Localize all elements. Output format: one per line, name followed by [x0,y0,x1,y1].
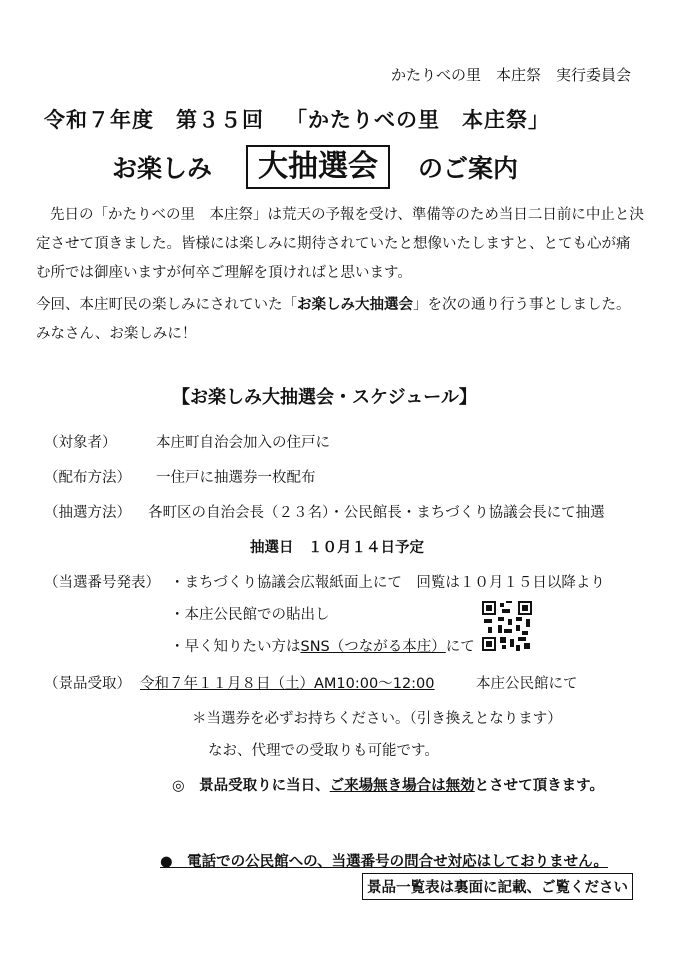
prize-date: 令和７年１１月８日（土）AM10:00～12:00 [140,676,435,692]
back-side-note: 景品一覧表は裏面に記載、ご覧ください [362,873,633,900]
announce-value-3-suffix: にて [445,639,475,655]
title-suffix: のご案内 [418,154,519,183]
warning-after: とさせて頂きます。 [474,778,604,794]
second-paragraph-bold: お楽しみ大抽選会 [297,297,413,313]
organizer: かたりべの里 本庄祭 実行委員会 [390,66,631,84]
announce-value-2: ・本庄公民館での貼出し [170,607,330,623]
title-boxed-lottery: 大抽選会 [246,145,390,189]
announce-label: （当選番号発表） [44,575,160,591]
target-value: 本庄町自治会加入の住戸に [156,435,330,451]
second-paragraph-before: 今回、本庄町民の楽しみにされていた「 [36,297,297,313]
title-year: 令和７年度 [44,108,154,132]
prize-note-2: なお、代理での受取りも可能です。 [208,743,439,759]
intro-paragraph: 先日の「かたりべの里 本庄祭」は荒天の予報を受け、準備等のため当日二日前に中止と決定させて頂きました。皆様には楽しみに期待されていたと想像いたしますと、とても心が痛む所では御座いますが何卒ご理解を頂ければと思います。 [36,207,644,281]
method-value: 各町区の自治会長（２３名）・公民館長・まちづくり協議会長にて抽選 [148,505,605,521]
warning-line [172,774,604,795]
target-label: （対象者） [44,435,117,451]
phone-notice: ● 電話での公民館への、当選番号の問合せ対応はしておりません。 [160,854,608,870]
announce-value-3-prefix: ・早く知りたい方は [170,639,301,655]
announce-value-1: ・まちづくり協議会広報紙面上にて 回覧は１０月１５日以降より [170,575,605,591]
distribution-label: （配布方法） [44,470,131,486]
title-edition: 第３５回 [176,108,264,132]
second-paragraph-after: 」を次の通り行う事としました。 みなさん、お楽しみに！ [36,297,638,342]
title-line-2 [112,145,518,189]
prize-label: （景品受取） [44,676,131,692]
warning-underlined: ご来場無き場合は無効 [329,778,475,794]
second-paragraph [36,291,644,349]
sns-link[interactable]: SNS（つながる本庄） [300,639,446,655]
warning-mark-icon: ◎ [172,778,185,794]
qr-code-icon[interactable] [482,601,532,651]
prize-note-1: ＊当選券を必ずお持ちください。（引き換えとなります） [192,711,562,727]
title-event: 「かたりべの里 本庄祭」 [286,108,550,132]
announce-value-3 [170,635,475,656]
schedule-title: 【お楽しみ大抽選会・スケジュール】 [172,387,477,408]
lottery-date: 抽選日 １０月１４日予定 [250,540,424,556]
method-label: （抽選方法） [44,505,131,521]
prize-place: 本庄公民館にて [476,676,578,692]
distribution-value: 一住戸に抽選券一枚配布 [156,470,316,486]
title-prefix: お楽しみ [112,154,213,183]
warning-before: 景品受取りに当日、 [199,778,330,794]
title-line-1 [44,104,572,134]
